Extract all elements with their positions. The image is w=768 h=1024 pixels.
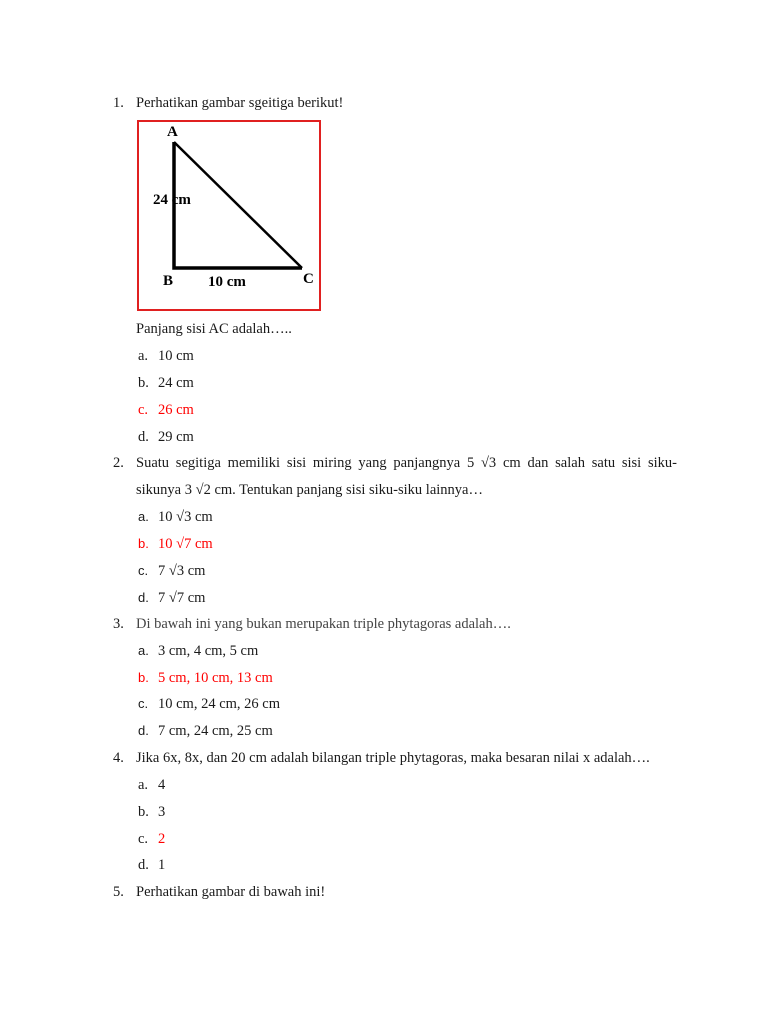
question-1-number: 1. [113,95,124,111]
q3-option-d-letter: d. [138,723,149,738]
q3-option-a-text: 3 cm, 4 cm, 5 cm [158,643,259,659]
q2-option-c-letter: c. [138,563,149,578]
q1-option-d-letter: d. [138,429,149,445]
q2-option-a-text: 10 √3 cm [158,509,213,525]
q2-option-a-letter: a. [138,509,149,524]
side-bc-label: 10 cm [208,274,246,290]
question-1-prompt: Panjang sisi AC adalah….. [136,321,292,337]
triangle-hypotenuse [174,142,302,268]
q1-option-a-text: 10 cm [158,348,194,364]
vertex-c-label: C [303,271,314,287]
question-2-text-line1: Suatu segitiga memiliki sisi miring yang panjangnya 5 √3 cm dan salah satu sisi siku- [136,455,677,471]
question-2-number: 2. [113,455,124,471]
q2-option-c-text: 7 √3 cm [158,563,206,579]
q4-option-d-text: 1 [158,857,166,873]
q1-option-b-letter: b. [138,375,149,391]
q4-option-c-letter: c. [138,831,149,847]
vertex-b-label: B [163,273,174,289]
question-3-text: Di bawah ini yang bukan merupakan triple phytagoras adalah…. [136,616,511,632]
q4-option-c-text: 2 [158,831,166,847]
q3-option-c-text: 10 cm, 24 cm, 26 cm [158,696,281,712]
q3-option-c-letter: c. [138,696,149,711]
question-3-number: 3. [113,616,124,632]
q3-option-b-text: 5 cm, 10 cm, 13 cm [158,670,273,686]
q4-option-b-letter: b. [138,804,149,820]
question-2-text-line2: sikunya 3 √2 cm. Tentukan panjang sisi siku-siku lainnya… [136,482,483,498]
q2-option-b-letter: b. [138,536,149,551]
question-5-text: Perhatikan gambar di bawah ini! [136,884,326,900]
question-4-text: Jika 6x, 8x, dan 20 cm adalah bilangan triple phytagoras, maka besaran nilai x adalah…. [136,750,650,766]
q3-option-b-letter: b. [138,670,149,685]
q4-option-b-text: 3 [158,804,166,820]
q1-option-d-text: 29 cm [158,429,194,445]
q1-option-a-letter: a. [138,348,149,364]
side-ab-label: 24 cm [153,192,191,208]
q4-option-a-letter: a. [138,777,149,793]
right-triangle-diagram [139,122,319,309]
q1-option-b-text: 24 cm [158,375,194,391]
q2-option-d-letter: d. [138,590,149,605]
vertex-a-label: A [167,124,178,140]
q3-option-d-text: 7 cm, 24 cm, 25 cm [158,723,273,739]
q1-option-c-letter: c. [138,402,149,418]
q3-option-a-letter: a. [138,643,149,658]
q1-option-c-text: 26 cm [158,402,194,418]
question-5-number: 5. [113,884,124,900]
q4-option-a-text: 4 [158,777,166,793]
q2-option-b-text: 10 √7 cm [158,536,213,552]
question-4-number: 4. [113,750,124,766]
triangle-figure [137,120,321,311]
question-1-text: Perhatikan gambar sgeitiga berikut! [136,95,344,111]
q4-option-d-letter: d. [138,857,149,873]
q2-option-d-text: 7 √7 cm [158,590,206,606]
